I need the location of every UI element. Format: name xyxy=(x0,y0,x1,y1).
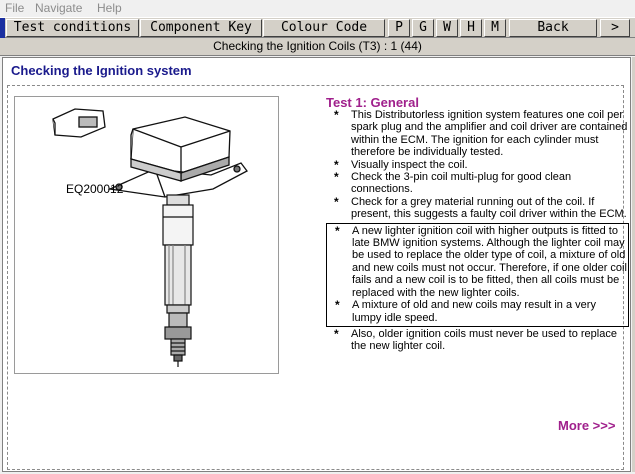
ignition-coil-illustration xyxy=(14,96,279,374)
bullet-icon: * xyxy=(334,326,339,341)
menu-bar xyxy=(0,0,635,17)
bullet-icon: * xyxy=(335,223,340,238)
bullet-icon: * xyxy=(335,298,340,313)
more-link[interactable]: More >>> xyxy=(558,418,616,433)
bullet-text: Visually inspect the coil. xyxy=(351,158,468,171)
g-button[interactable]: G xyxy=(412,19,434,37)
list-item xyxy=(331,109,629,159)
bullet-icon: * xyxy=(334,157,339,172)
list-item xyxy=(332,299,628,324)
bullet-text: This Distributorless ignition system features one coil per spark plug and the amplifier and coil driver are contained within the ECM. The ignition for each cylinder must therefore be individually tested. xyxy=(351,109,628,159)
h-button[interactable]: H xyxy=(460,19,482,37)
menu-navigate[interactable]: Navigate xyxy=(35,1,83,15)
bullet-text: Check for a grey material running out of the coil. If present, this suggests a faulty coil driver within the ECM. xyxy=(351,195,627,221)
next-button[interactable]: > xyxy=(600,19,630,37)
toolbar xyxy=(0,17,635,38)
toolbar-accent xyxy=(0,18,5,38)
menu-file[interactable]: File xyxy=(5,1,25,15)
list-item xyxy=(332,225,628,299)
test-title: Test 1: General xyxy=(326,95,419,110)
image-label: EQ200012 xyxy=(66,182,124,196)
list-item xyxy=(331,159,629,171)
bullet-text: Also, older ignition coils must never be used to replace the new lighter coil. xyxy=(351,327,617,353)
menu-help[interactable]: Help xyxy=(97,1,122,15)
bullet-icon: * xyxy=(334,194,339,209)
w-button[interactable]: W xyxy=(436,19,458,37)
list-item xyxy=(331,171,629,196)
colour-code-button[interactable]: Colour Code xyxy=(263,19,385,37)
bullet-text: A new lighter ignition coil with higher outputs is fitted to late BMW ignition systems. Although the lighter coil may be used to replace the older type of coil, a mixture of old and new coils must not occur. Therefore, if one older coil fails and a new coil is to be fitted, then all coils must be replaced with the new lighter coils. xyxy=(352,224,627,299)
bullet-icon: * xyxy=(334,170,339,185)
test-conditions-button[interactable]: Test conditions xyxy=(6,19,139,37)
bullet-text: A mixture of old and new coils may result in a very lumpy idle speed. xyxy=(352,299,596,324)
instruction-list xyxy=(331,109,629,353)
back-button[interactable]: Back xyxy=(509,19,597,37)
content-panel xyxy=(2,57,631,472)
m-button[interactable]: M xyxy=(484,19,506,37)
list-item xyxy=(331,328,629,353)
list-item xyxy=(331,196,629,221)
p-button[interactable]: P xyxy=(388,19,410,37)
ignition-coil-drawing xyxy=(15,97,278,373)
page-status: Checking the Ignition Coils (T3) : 1 (44) xyxy=(0,38,635,56)
component-key-button[interactable]: Component Key xyxy=(140,19,262,37)
note-box xyxy=(326,223,629,327)
bullet-text: Check the 3-pin coil multi-plug for good clean connections. xyxy=(351,171,572,196)
section-title: Checking the Ignition system xyxy=(11,63,192,78)
bullet-icon: * xyxy=(334,108,339,122)
